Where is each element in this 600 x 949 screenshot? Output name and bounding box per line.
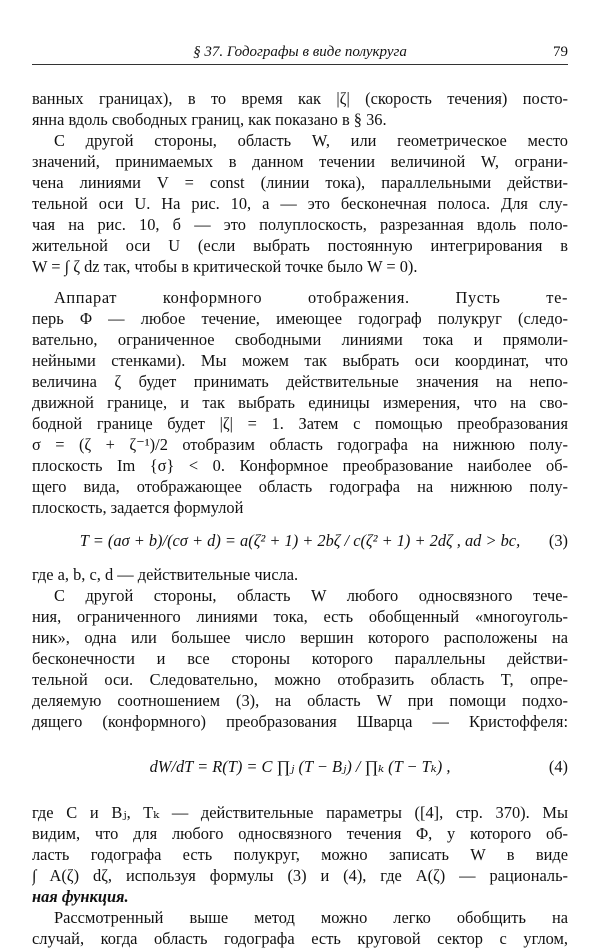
text-line: тельной оси. Следовательно, можно отобразить область T, опре- bbox=[32, 670, 568, 689]
text-line: жительной оси U (если выбрать постоянную интегрирования в bbox=[32, 236, 568, 255]
text-line: ник», одна или большее число вершин которого расположены на bbox=[32, 628, 568, 647]
text-line: величина ζ будет принимать действительные значения на непо- bbox=[32, 372, 568, 391]
text-line: чая на рис. 10, б — это полуплоскость, разрезанная вдоль поло- bbox=[32, 215, 568, 234]
paragraph-heading-line: Аппарат конформного отображения. Пусть те- bbox=[54, 288, 568, 307]
text-line: янна вдоль свободных границ, как показано в § 36. bbox=[32, 110, 387, 129]
text-line: ласть годографа есть полукруг, можно записать W в виде bbox=[32, 845, 568, 864]
text-line: случай, когда область годографа есть круговой сектор с углом, bbox=[32, 929, 568, 948]
text-line: значений, принимаемых в данном течении величиной W, ограни- bbox=[32, 152, 568, 171]
equation-4-formula: dW/dT = R(T) = C ∏ⱼ (T − Bⱼ) / ∏ₖ (T − Tₖ) , bbox=[149, 757, 451, 776]
text-line: ния, ограниченного линиями тока, есть обобщенный «многоуголь- bbox=[32, 607, 568, 626]
paragraph-gap bbox=[32, 277, 568, 287]
text-line: ∫ A(ζ) dζ, используя формулы (3) и (4), где A(ζ) — рациональ- bbox=[32, 866, 568, 885]
text-line: перь Φ — любое течение, имеющее годограф полукруг (следо- bbox=[32, 309, 568, 328]
text-line: σ = (ζ + ζ⁻¹)/2 отобразим область годографа на нижнюю полу- bbox=[32, 435, 568, 454]
equation-4 bbox=[32, 732, 568, 802]
text-line: где C и Bⱼ, Tₖ — действительные параметры ([4], стр. 370). Мы bbox=[32, 803, 568, 822]
text-line: ная функция. bbox=[32, 887, 129, 906]
header-rule bbox=[32, 64, 568, 65]
equation-3-formula: T = (aσ + b)/(cσ + d) = a(ζ² + 1) + 2bζ / c(ζ² + 1) + 2dζ , ad > bc, bbox=[79, 531, 521, 550]
text-line: деляемую соотношением (3), на область W при помощи подхо- bbox=[32, 691, 568, 710]
text-line: С другой стороны, область W, или геометрическое место bbox=[54, 131, 568, 150]
running-header bbox=[32, 42, 568, 68]
text-line: плоскость Im {σ} < 0. Конформное преобразование наиболее об- bbox=[32, 456, 568, 475]
text-line: видим, что для любого односвязного течения Φ, у которого об- bbox=[32, 824, 568, 843]
text-line: ванных границах), в то время как |ζ| (скорость течения) посто- bbox=[32, 89, 568, 108]
text-line: W = ∫ ζ dz так, чтобы в критической точке было W = 0). bbox=[32, 257, 418, 276]
text-line: движной границе, и так выбрать единицы измерения, что на сво- bbox=[32, 393, 568, 412]
equation-4-number: (4) bbox=[548, 757, 568, 776]
text-line: дящего (конформного) преобразования Шварца — Кристоффеля: bbox=[32, 712, 568, 731]
text-line: вательно, ограниченное свободными линиями тока и прямоли- bbox=[32, 330, 568, 349]
page-body bbox=[32, 88, 568, 949]
equation-3 bbox=[32, 518, 568, 564]
text-line: бесконечности и все стороны которого параллельны действи- bbox=[32, 649, 568, 668]
equation-3-number: (3) bbox=[548, 531, 568, 550]
text-line: тельной оси U. На рис. 10, а — это бесконечная полоса. Для слу- bbox=[32, 194, 568, 213]
page-number: 79 bbox=[553, 44, 568, 60]
text-line: щего вида, отображающее область годографа на нижнюю полу- bbox=[32, 477, 568, 496]
text-line: где a, b, c, d — действительные числа. bbox=[32, 565, 299, 584]
text-line: Рассмотренный выше метод можно легко обобщить на bbox=[54, 908, 568, 927]
text-line: С другой стороны, область W любого односвязного тече- bbox=[54, 586, 568, 605]
text-line: плоскость, задается формулой bbox=[32, 498, 244, 517]
section-title: § 37. Годографы в виде полукруга bbox=[193, 44, 407, 60]
text-line: чена линиями V = const (линии тока), параллельными действи- bbox=[32, 173, 568, 192]
text-line: нейными стенками). Мы можем так выбрать оси координат, что bbox=[32, 351, 568, 370]
text-line: бодной границе будет |ζ| = 1. Затем с помощью преобразования bbox=[32, 414, 568, 433]
